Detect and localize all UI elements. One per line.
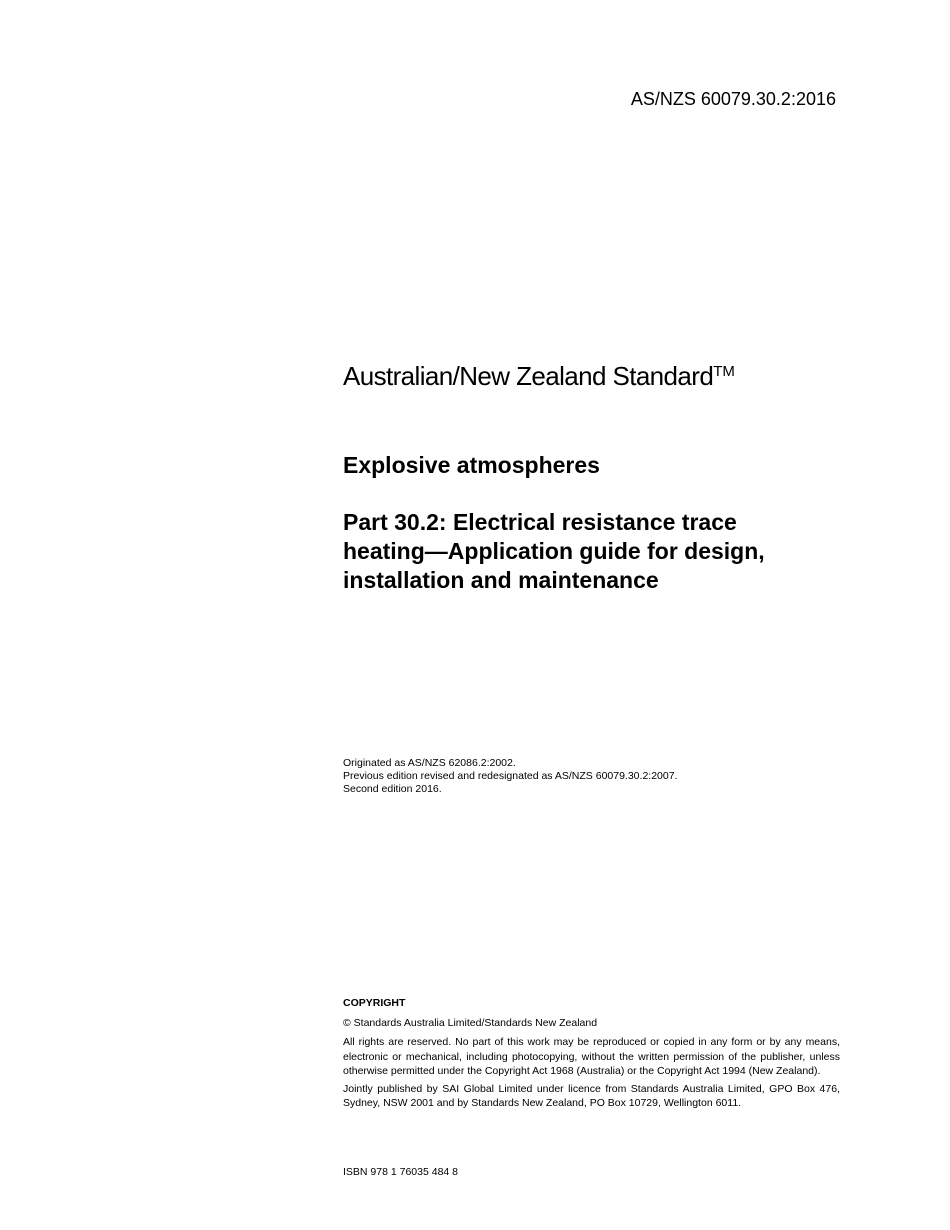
trademark-mark: TM [713,363,735,380]
edition-history [343,757,677,796]
copyright-heading: COPYRIGHT [343,997,406,1009]
history-line: Originated as AS/NZS 62086.2:2002. [343,757,516,769]
isbn: ISBN 978 1 76035 484 8 [343,1166,459,1178]
main-title: Explosive atmospheres [343,452,600,478]
part-title-line: installation and maintenance [343,567,659,593]
document-number: AS/NZS 60079.30.2:2016 [630,89,836,109]
copyright-owner: © Standards Australia Limited/Standards New Zealand [343,1016,598,1029]
part-title-line: Part 30.2: Electrical resistance trace [343,509,737,535]
part-title [343,508,843,595]
part-title-line: heating—Application guide for design, [343,538,765,564]
series-title-text: Australian/New Zealand Standard [343,361,714,391]
rights-reserved-paragraph: All rights are reserved. No part of this work may be reproduced or copied in any form or by any means, electronic or mechanical, including photocopying, without the written permission of the publisher, unless otherwise permitted under the Copyright Act 1968 (Australia) or the Copyright Act 1994 (New Zealand). [343,1036,840,1077]
history-line: Previous edition revised and redesignated as AS/NZS 60079.30.2:2007. [343,770,678,782]
publisher-paragraph: Jointly published by SAI Global Limited under licence from Standards Australia Limited, GPO Box 476, Sydney, NSW 2001 and by Standards New Zealand, PO Box 10729, Wellington 6011. [343,1082,840,1109]
standard-series-title [343,361,735,392]
copyright-block [343,996,840,1114]
history-line: Second edition 2016. [343,783,442,795]
